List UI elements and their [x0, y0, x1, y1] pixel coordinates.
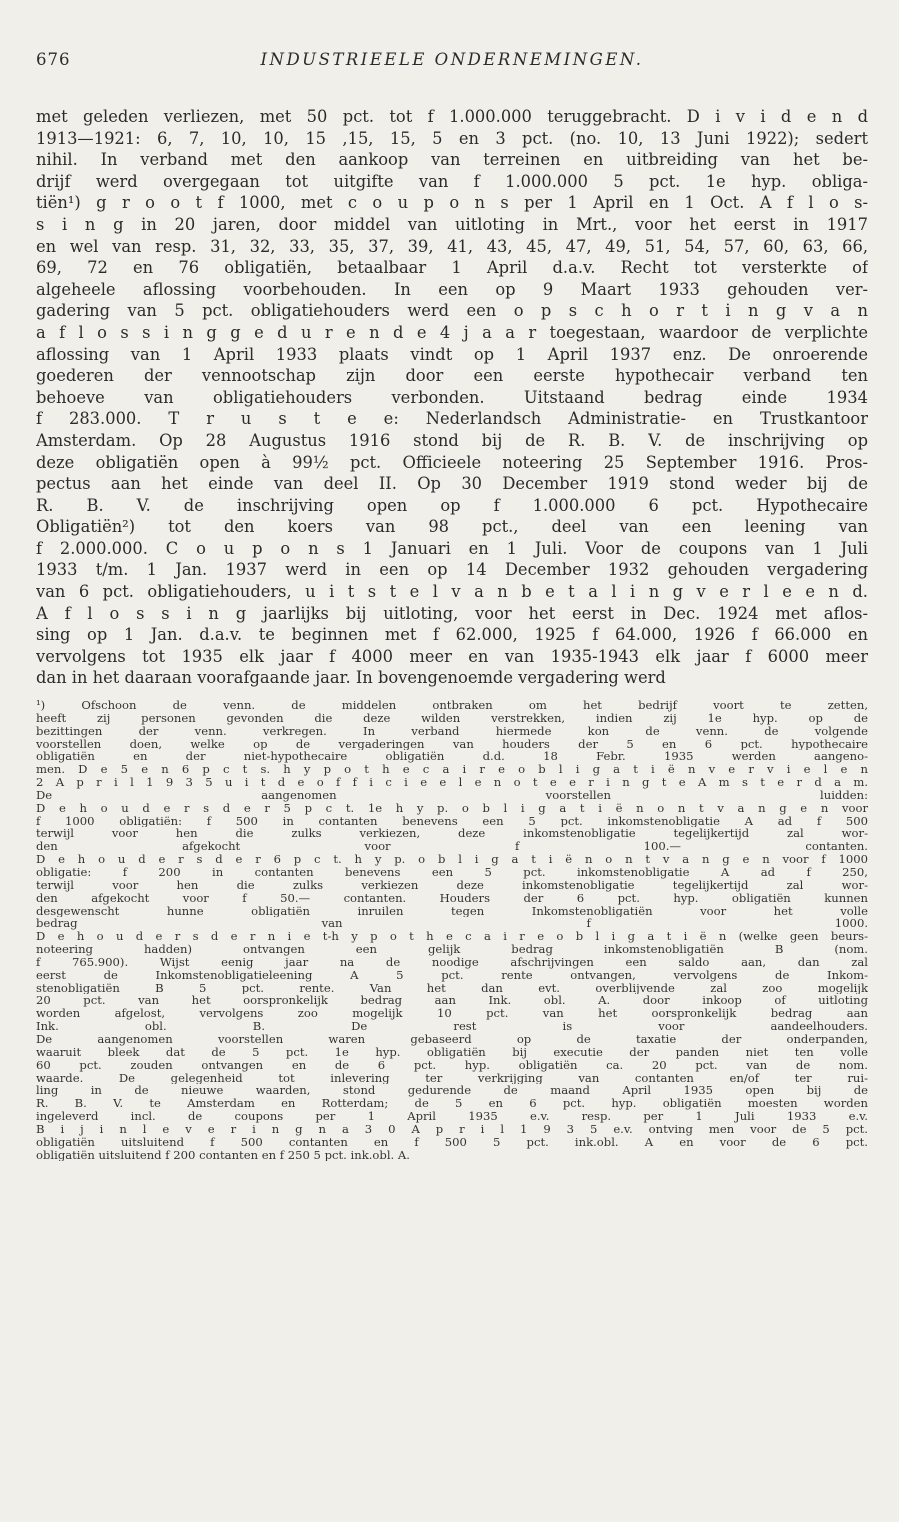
footnote-line: worden afgelost, vervolgens zoo mogelijk 10 pct. van het oorspronkelijk bedrag aan	[36, 1007, 868, 1021]
running-title: INDUSTRIEELE ONDERNEMINGEN.	[260, 50, 644, 69]
footnote-line: waaruit bleek dat de 5 pct. 1e hyp. obligatiën bij executie der panden niet ten volle	[36, 1045, 868, 1059]
text-line: f 283.000. T r u s t e e: Nederlandsch Administratie- en Trustkantoor	[36, 409, 868, 429]
footnote-line: waarde. De gelegenheid tot inlevering ter verkrijging van contanten en/of ter rui-	[36, 1071, 868, 1085]
footnote-line: den afgekocht voor f 100.— contanten.	[36, 840, 868, 854]
footnote-line: f 765.900). Wijst eenig jaar na de noodige afschrijvingen een saldo aan, dan zal	[36, 955, 868, 969]
page-header	[36, 50, 868, 80]
footnote-line: ling in de nieuwe waarden, stond gedurende de maand April 1935 open bij de	[36, 1084, 868, 1098]
footnote-line: 60 pct. zouden ontvangen en de 6 pct. hyp. obligatiën ca. 20 pct. van de nom.	[36, 1058, 868, 1072]
footnote-line: voorstellen doen, welke op de vergaderingen van houders der 5 en 6 pct. hypothecaire	[36, 737, 868, 751]
text-line: gadering van 5 pct. obligatiehouders werd een o p s c h o r t i n g v a n	[36, 301, 868, 321]
footnote-line: obligatie: f 200 in contanten benevens een 5 pct. inkomstenobligatie A ad f 250,	[36, 866, 868, 879]
footnote-line: terwijl voor hen die zulks verkiezen, deze inkomstenobligatie tegelijkertijd zal wor-	[36, 827, 868, 841]
footnote-line: stenobligatiën B 5 pct. rente. Van het dan evt. overblijvende zal zoo mogelijk	[36, 981, 868, 995]
footnote-line: obligatiën uitsluitend f 200 contanten en f 250 5 pct. ink.obl. A.	[36, 1148, 410, 1162]
text-line: deze obligatiën open à 99½ pct. Officieele noteering 25 September 1916. Pros-	[36, 452, 868, 472]
footnote-line: terwijl voor hen die zulks verkiezen deze inkomstenobligatie tegelijkertijd zal wor-	[36, 878, 868, 892]
footnote-line: ¹) Ofschoon de venn. de middelen ontbraken om het bedrijf voort te zetten,	[36, 699, 868, 712]
text-line: Obligatiën²) tot den koers van 98 pct., deel van een leening van	[36, 517, 868, 537]
text-line: van 6 pct. obligatiehouders, u i t s t e l v a n b e t a l i n g v e r l e e n d.	[36, 582, 868, 602]
document-page	[36, 50, 868, 1161]
text-line: goederen der vennootschap zijn door een eerste hypothecair verband ten	[36, 366, 868, 386]
page-number: 676	[36, 50, 71, 69]
footnote-line: men. D e 5 e n 6 p c t s. h y p o t h e c a i r e o b l i g a t i ë n v e r v i e l e n	[36, 763, 868, 777]
footnote-line: den afgekocht voor f 50.— contanten. Houders der 6 pct. hyp. obligatiën kunnen	[36, 891, 868, 905]
text-line: behoeve van obligatiehouders verbonden. Uitstaand bedrag einde 1934	[36, 387, 868, 407]
footnote-line: desgewenscht hunne obligatiën inruilen tegen Inkomstenobligatiën voor het volle	[36, 904, 868, 918]
footnote-line: B i j i n l e v e r i n g n a 3 0 A p r i l 1 9 3 5 e.v. ontving men voor de 5 pct.	[36, 1122, 868, 1136]
footnote-line: D e h o u d e r s d e r 5 p c t. 1e h y p. o b l i g a t i ë n o n t v a n g e n voor	[36, 801, 868, 815]
text-line: pectus aan het einde van deel II. Op 30 December 1919 stond weder bij de	[36, 474, 868, 494]
text-line: sing op 1 Jan. d.a.v. te beginnen met f 62.000, 1925 f 64.000, 1926 f 66.000 en	[36, 625, 868, 645]
text-line: 69, 72 en 76 obligatiën, betaalbaar 1 April d.a.v. Recht tot versterkte of	[36, 258, 868, 278]
text-line: nihil. In verband met den aankoop van terreinen en uitbreiding van het be-	[36, 150, 868, 170]
footnote-line: bezittingen der venn. verkregen. In verband hiermede kon de venn. de volgende	[36, 724, 868, 738]
text-line: 1913—1921: 6, 7, 10, 10, 15 ,15, 15, 5 en 3 pct. (no. 10, 13 Juni 1922); sedert	[36, 128, 868, 148]
text-line: Amsterdam. Op 28 Augustus 1916 stond bij de R. B. V. de inschrijving op	[36, 430, 868, 450]
footnote-line: 2 A p r i l 1 9 3 5 u i t d e o f f i c i e e l e n o t e e r i n g t e A m s t e r d a m.	[36, 776, 868, 789]
footnotes	[36, 699, 868, 1161]
footnote-line: 20 pct. van het oorspronkelijk bedrag aan Ink. obl. A. door inkoop of uitloting	[36, 994, 868, 1008]
footnote-line: De aangenomen voorstellen luidden:	[36, 788, 868, 802]
text-line: drijf werd overgegaan tot uitgifte van f 1.000.000 5 pct. 1e hyp. obliga-	[36, 171, 868, 191]
text-line: vervolgens tot 1935 elk jaar f 4000 meer en van 1935-1943 elk jaar f 6000 meer	[36, 646, 868, 666]
text-line: s i n g in 20 jaren, door middel van uitloting in Mrt., voor het eerst in 1917	[36, 214, 868, 234]
footnote-line: ingeleverd incl. de coupons per 1 April 1935 e.v. resp. per 1 Juli 1933 e.v.	[36, 1110, 868, 1123]
text-line: f 2.000.000. C o u p o n s 1 Januari en 1 Juli. Voor de coupons van 1 Juli	[36, 538, 868, 558]
footnote-line: R. B. V. te Amsterdam en Rotterdam; de 5 en 6 pct. hyp. obligatiën moesten worden	[36, 1097, 868, 1111]
footnote-line: noteering hadden) ontvangen een gelijk bedrag inkomstenobligatiën B (nom.	[36, 943, 868, 956]
text-line: en wel van resp. 31, 32, 33, 35, 37, 39, 41, 43, 45, 47, 49, 51, 54, 57, 60, 63, 66,	[36, 236, 868, 256]
footnote-line: De aangenomen voorstellen waren gebaseerd op de taxatie der onderpanden,	[36, 1032, 868, 1046]
footnote-line: eerst de Inkomstenobligatieleening A 5 pct. rente ontvangen, vervolgens de Inkom-	[36, 968, 868, 982]
footnote-line: D e h o u d e r s d e r 6 p c t. h y p. o b l i g a t i ë n o n t v a n g e n voor f 1000	[36, 853, 868, 866]
footnote-line: bedrag van f 1000.	[36, 917, 868, 931]
text-line: algeheele aflossing voorbehouden. In een op 9 Maart 1933 gehouden ver-	[36, 279, 868, 299]
text-line: aflossing van 1 April 1933 plaats vindt op 1 April 1937 enz. De onroerende	[36, 344, 868, 364]
main-text	[36, 106, 868, 689]
text-line: dan in het daaraan voorafgaande jaar. In bovengenoemde vergadering werd	[36, 668, 666, 688]
footnote-line: obligatiën en der niet-hypothecaire obligatiën d.d. 18 Febr. 1935 werden aangeno-	[36, 750, 868, 764]
footnote-line: obligatiën uitsluitend f 500 contanten en f 500 5 pct. ink.obl. A en voor de 6 pct.	[36, 1135, 868, 1149]
text-line: A f l o s s i n g jaarlijks bij uitloting, voor het eerst in Dec. 1924 met aflos-	[36, 603, 868, 623]
text-line: met geleden verliezen, met 50 pct. tot f 1.000.000 teruggebracht. D i v i d e n d	[36, 107, 868, 126]
text-line: R. B. V. de inschrijving open op f 1.000.000 6 pct. Hypothecaire	[36, 495, 868, 515]
text-line: a f l o s s i n g g e d u r e n d e 4 j a a r toegestaan, waardoor de verplichte	[36, 322, 868, 342]
text-line: 1933 t/m. 1 Jan. 1937 werd in een op 14 December 1932 gehouden vergadering	[36, 560, 868, 580]
footnote-line: Ink. obl. B. De rest is voor aandeelhouders.	[36, 1020, 868, 1033]
footnote-line: D e h o u d e r s d e r n i e t-h y p o t h e c a i r e o b l i g a t i ë n (welke geen beurs-	[36, 930, 868, 944]
footnote-line: heeft zij personen gevonden die deze wilden verstrekken, indien zij 1e hyp. op de	[36, 711, 868, 725]
text-line: tiën¹) g r o o t f 1000, met c o u p o n s per 1 April en 1 Oct. A f l o s-	[36, 193, 868, 213]
footnote-line: f 1000 obligatiën: f 500 in contanten benevens een 5 pct. inkomstenobligatie A ad f 500	[36, 814, 868, 828]
